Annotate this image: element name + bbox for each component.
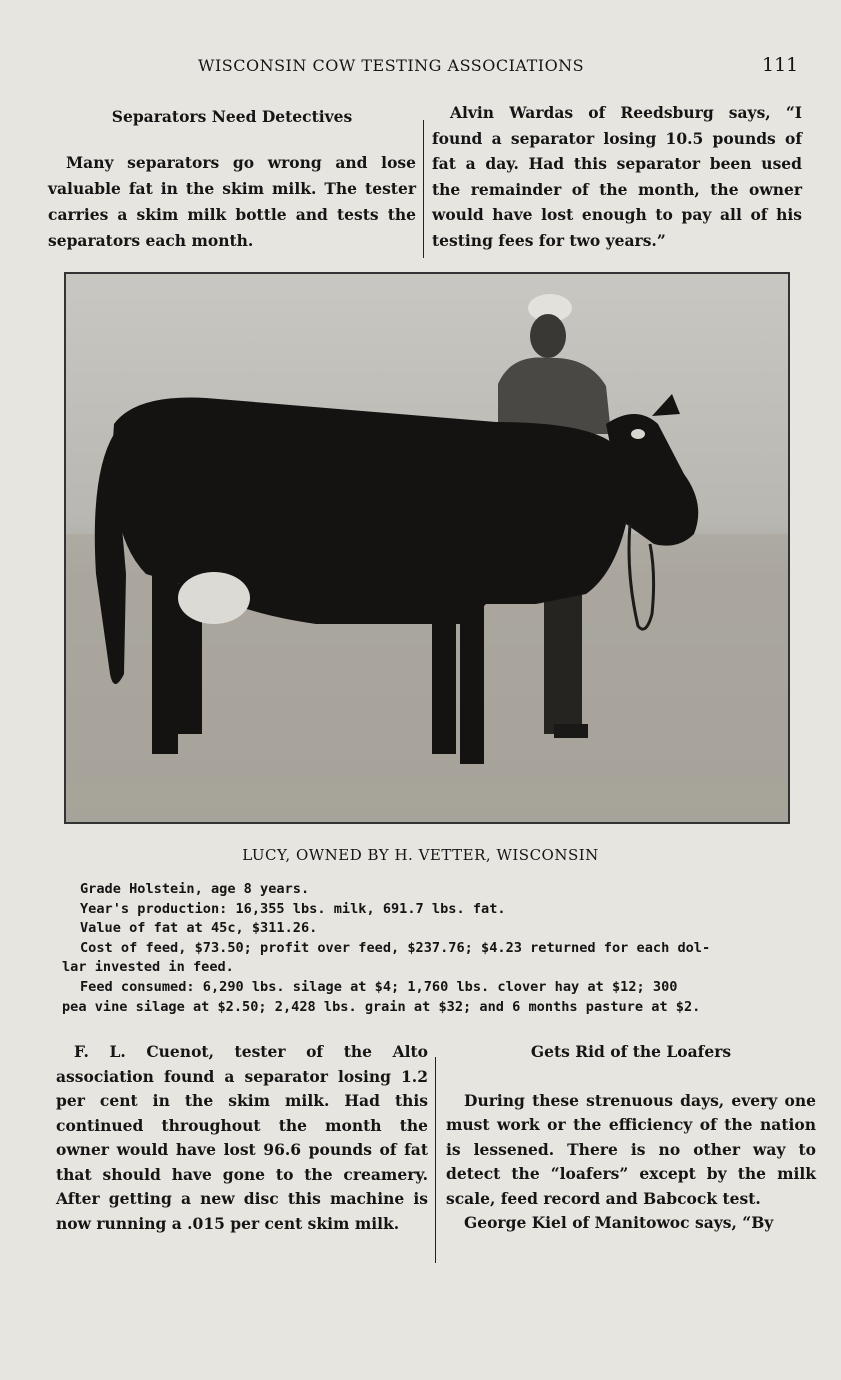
loafers-heading: Gets Rid of the Loafers	[530, 1042, 732, 1061]
column-divider	[423, 120, 424, 258]
separators-paragraph: Many separators go wrong and lose valuable fat in the skim milk. The tester carries a skim milk bottle and tests the separators each month.	[48, 153, 416, 250]
column-divider-bottom	[435, 1057, 436, 1263]
detail-breed: Grade Holstein, age 8 years.	[80, 881, 310, 897]
wardas-section	[432, 100, 802, 253]
wardas-quote: Alvin Wardas of Reedsburg says, “I found a separator losing 10.5 pounds of fat a day. Had this separator been used the remainder of the month, the owner would have lost enough to pay all of his testing fees for two years.”	[432, 103, 802, 250]
detail-value: Value of fat at 45c, $311.26.	[80, 920, 318, 937]
detail-feed-line1: Feed consumed: 6,290 lbs. silage at $4; 1,760 lbs. clover hay at $12; 300	[80, 978, 678, 995]
cow-details	[62, 880, 810, 1017]
separators-heading: Separators Need Detectives	[111, 107, 353, 126]
loafers-paragraph: During these strenuous days, every one must work or the efficiency of the nation is lessened. There is no other way to detect the “loafers” except by the milk scale, feed record and Babcock test.	[446, 1090, 816, 1208]
loafers-section	[446, 1040, 816, 1236]
detail-feed-line2: pea vine silage at $2.50; 2,428 lbs. grain at $32; and 6 months pasture at $2.	[62, 998, 701, 1015]
separators-section	[48, 104, 416, 254]
cow-photograph	[64, 272, 790, 824]
detail-cost-line2: lar invested in feed.	[62, 959, 234, 976]
photo-caption: LUCY, OWNED BY H. VETTER, WISCONSIN	[242, 846, 599, 864]
detail-cost-line1: Cost of feed, $73.50; profit over feed, $237.76; $4.23 returned for each dol-	[80, 939, 711, 956]
running-title: WISCONSIN COW TESTING ASSOCIATIONS	[198, 56, 585, 75]
detail-production: Year's production: 16,355 lbs. milk, 691.7 lbs. fat.	[80, 900, 506, 917]
cow-photo-illustration	[66, 274, 788, 822]
kiel-paragraph: George Kiel of Manitowoc says, “By	[464, 1213, 774, 1232]
cuenot-section	[56, 1040, 428, 1236]
cuenot-paragraph: F. L. Cuenot, tester of the Alto association found a separator losing 1.2 per cent in the skim milk. Had this continued throughout the month the owner would have lost 96.6 pounds of fat that should have gone to the creamery. After getting a new disc this machine is now running a .015 per cent skim milk.	[56, 1042, 428, 1233]
page-number: 111	[762, 54, 799, 76]
